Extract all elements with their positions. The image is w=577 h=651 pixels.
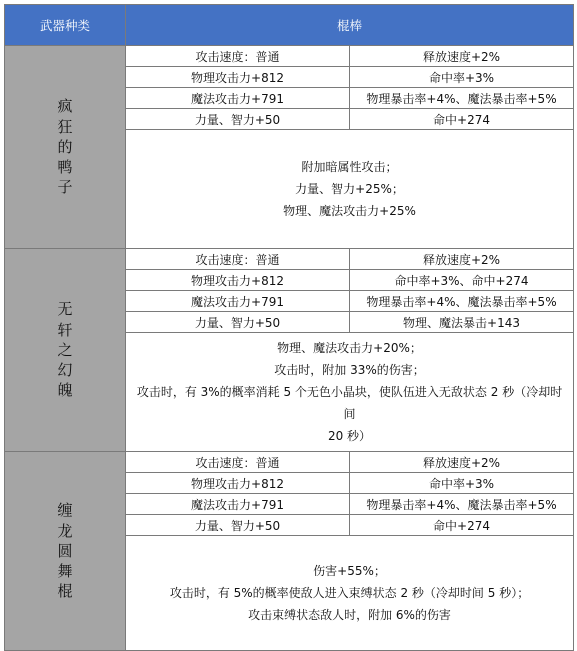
effect-line: 物理、魔法攻击力+25% <box>283 204 416 218</box>
header-weapon-type: 武器种类 <box>5 5 126 46</box>
stat-cell: 命中率+3% <box>350 67 574 88</box>
stat-cell: 物理暴击率+4%、魔法暴击率+5% <box>350 494 574 515</box>
stat-cell: 魔法攻击力+791 <box>126 494 350 515</box>
weapon-name: 疯 狂 的 鸭 子 <box>5 46 126 249</box>
effect-line: 20 秒） <box>327 429 372 443</box>
stat-cell: 命中率+3%、命中+274 <box>350 270 574 291</box>
effect-line: 攻击束缚状态敌人时，附加 6%的伤害 <box>248 608 451 622</box>
stat-cell: 物理攻击力+812 <box>126 270 350 291</box>
weapon-table-container <box>4 4 574 651</box>
table-row <box>5 249 574 270</box>
stat-cell: 力量、智力+50 <box>126 515 350 536</box>
effect-line: 力量、智力+25%； <box>295 182 404 196</box>
effect-line: 伤害+55%； <box>313 564 386 578</box>
stat-cell: 物理、魔法暴击+143 <box>350 312 574 333</box>
header-row <box>5 5 574 46</box>
effect-line: 攻击时，附加 33%的伤害； <box>274 363 425 377</box>
table-row <box>5 452 574 473</box>
stat-cell: 命中+274 <box>350 109 574 130</box>
effect-line: 附加暗属性攻击； <box>301 160 398 174</box>
stat-cell: 命中率+3% <box>350 473 574 494</box>
effect-cell <box>126 333 574 452</box>
header-weapon-category: 棍棒 <box>126 5 574 46</box>
stat-cell: 释放速度+2% <box>350 249 574 270</box>
stat-cell: 释放速度+2% <box>350 452 574 473</box>
weapon-table <box>4 4 574 651</box>
stat-cell: 力量、智力+50 <box>126 109 350 130</box>
effect-line: 攻击时，有 5%的概率使敌人进入束缚状态 2 秒（冷却时间 5 秒）； <box>169 586 530 600</box>
stat-cell: 攻击速度：普通 <box>126 452 350 473</box>
stat-cell: 物理攻击力+812 <box>126 473 350 494</box>
stat-cell: 命中+274 <box>350 515 574 536</box>
effect-cell <box>126 130 574 249</box>
weapon-name: 无 轩 之 幻 魄 <box>5 249 126 452</box>
stat-cell: 物理暴击率+4%、魔法暴击率+5% <box>350 291 574 312</box>
stat-cell: 攻击速度：普通 <box>126 46 350 67</box>
stat-cell: 物理攻击力+812 <box>126 67 350 88</box>
stat-cell: 物理暴击率+4%、魔法暴击率+5% <box>350 88 574 109</box>
effect-cell <box>126 536 574 651</box>
table-row <box>5 46 574 67</box>
stat-cell: 攻击速度：普通 <box>126 249 350 270</box>
weapon-name: 缠 龙 圆 舞 棍 <box>5 452 126 651</box>
stat-cell: 魔法攻击力+791 <box>126 88 350 109</box>
stat-cell: 力量、智力+50 <box>126 312 350 333</box>
effect-line: 物理、魔法攻击力+20%； <box>277 341 422 355</box>
effect-line: 攻击时，有 3%的概率消耗 5 个无色小晶块，使队伍进入无敌状态 2 秒（冷却时间 <box>136 385 563 421</box>
stat-cell: 魔法攻击力+791 <box>126 291 350 312</box>
stat-cell: 释放速度+2% <box>350 46 574 67</box>
